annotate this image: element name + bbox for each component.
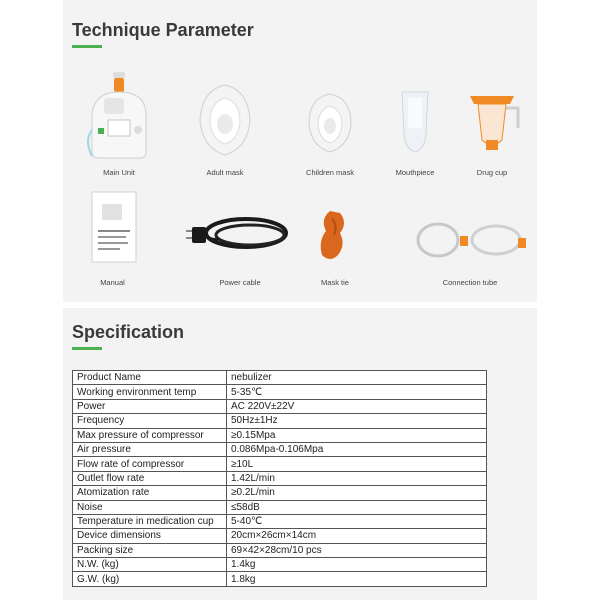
- table-row: [73, 428, 487, 442]
- item-label: Adult mask: [206, 168, 244, 177]
- item-label: Manual: [100, 278, 125, 287]
- table-row: [73, 385, 487, 399]
- spec-key: G.W. (kg): [73, 572, 227, 586]
- spec-key: Frequency: [73, 414, 227, 428]
- table-row: [73, 414, 487, 428]
- spec-key: N.W. (kg): [73, 558, 227, 572]
- table-row: [73, 371, 487, 385]
- spec-key: Working environment temp: [73, 385, 227, 399]
- spec-key: Power: [73, 399, 227, 413]
- item-label: Main Unit: [103, 168, 135, 177]
- technique-title: Technique Parameter: [72, 20, 254, 40]
- spec-key: Temperature in medication cup: [73, 514, 227, 528]
- spec-value: nebulizer: [227, 371, 487, 385]
- spec-key: Air pressure: [73, 442, 227, 456]
- item-label: Children mask: [306, 168, 354, 177]
- spec-value: 69×42×28cm/10 pcs: [227, 543, 487, 557]
- power-cable-icon: [180, 205, 300, 265]
- item-connection-tube: [410, 210, 530, 290]
- specification-title-underline: [72, 347, 102, 350]
- item-mask-tie: [300, 205, 370, 290]
- spec-value: 50Hz±1Hz: [227, 414, 487, 428]
- spec-key: Product Name: [73, 371, 227, 385]
- table-row: [73, 558, 487, 572]
- connection-tube-icon: [410, 210, 530, 268]
- manual-icon: [80, 190, 145, 266]
- spec-key: Flow rate of compressor: [73, 457, 227, 471]
- spec-value: ≥0.15Mpa: [227, 428, 487, 442]
- spec-key: Max pressure of compressor: [73, 428, 227, 442]
- table-row: [73, 514, 487, 528]
- spec-key: Outlet flow rate: [73, 471, 227, 485]
- spec-value: ≤58dB: [227, 500, 487, 514]
- spec-value: 5-40℃: [227, 514, 487, 528]
- spec-key: Packing size: [73, 543, 227, 557]
- item-manual: [80, 190, 145, 290]
- children-mask-icon: [295, 88, 365, 158]
- table-row: [73, 457, 487, 471]
- spec-value: 1.42L/min: [227, 471, 487, 485]
- table-row: [73, 442, 487, 456]
- spec-value: 20cm×26cm×14cm: [227, 529, 487, 543]
- spec-value: 1.4kg: [227, 558, 487, 572]
- mouthpiece-icon: [380, 88, 450, 158]
- spec-value: 0.086Mpa-0.106Mpa: [227, 442, 487, 456]
- item-drug-cup: [456, 88, 528, 180]
- spec-key: Atomization rate: [73, 486, 227, 500]
- item-label: Power cable: [219, 278, 261, 287]
- table-row: [73, 399, 487, 413]
- item-power-cable: [180, 205, 300, 290]
- drug-cup-icon: [456, 88, 528, 158]
- item-label: Mouthpiece: [395, 168, 435, 177]
- spec-key: Device dimensions: [73, 529, 227, 543]
- item-adult-mask: [190, 80, 260, 180]
- table-row: [73, 500, 487, 514]
- spec-value: 5-35℃: [227, 385, 487, 399]
- spec-value: AC 220V±22V: [227, 399, 487, 413]
- table-row: [73, 529, 487, 543]
- spec-key: Noise: [73, 500, 227, 514]
- table-row: [73, 471, 487, 485]
- spec-value: 1.8kg: [227, 572, 487, 586]
- mask-tie-icon: [300, 205, 370, 267]
- specification-title: Specification: [72, 322, 185, 342]
- spec-value: ≥0.2L/min: [227, 486, 487, 500]
- item-main-unit: [84, 70, 154, 180]
- item-mouthpiece: [380, 88, 450, 180]
- nebulizer-unit-icon: [84, 70, 154, 165]
- table-row: [73, 543, 487, 557]
- adult-mask-icon: [190, 80, 260, 160]
- table-row: [73, 572, 487, 586]
- item-label: Connection tube: [442, 278, 498, 287]
- spec-value: ≥10L: [227, 457, 487, 471]
- item-children-mask: [295, 88, 365, 180]
- specification-table: [72, 370, 487, 587]
- technique-title-underline: [72, 45, 102, 48]
- item-label: Drug cup: [476, 168, 508, 177]
- item-label: Mask tie: [321, 278, 349, 287]
- table-row: [73, 486, 487, 500]
